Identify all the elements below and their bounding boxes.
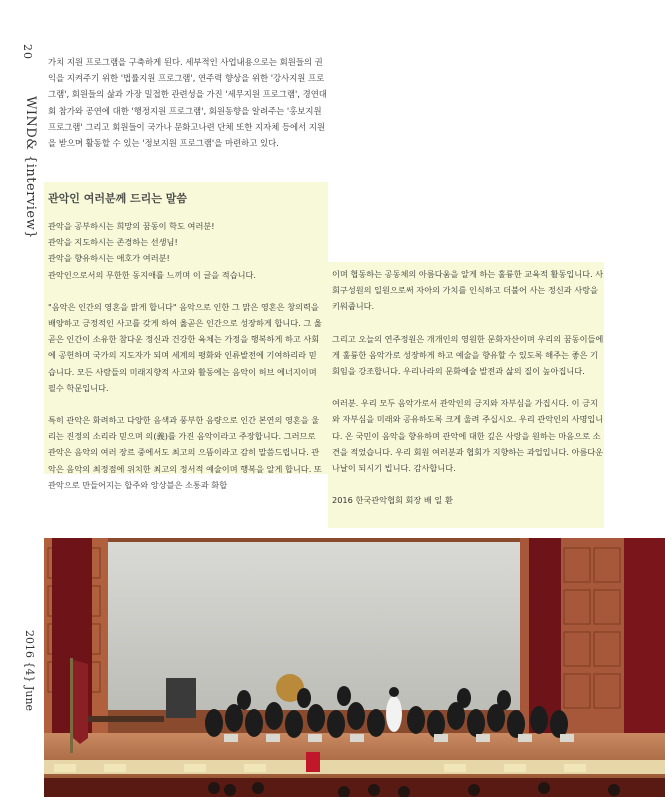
greeting-line: 관악을 공부하시는 희망의 꿈동이 학도 여러분! <box>48 221 215 231</box>
curtain-far-right <box>624 538 665 753</box>
signature: 2016 한국관악협회 회장 배 일 환 <box>332 495 453 506</box>
page-number: 20 <box>21 44 34 60</box>
body-paragraph: 특히 관악은 화려하고 다양한 음색과 풍부한 음량으로 인간 본연의 영혼을 울리는 진정의 소리라 믿으며 의(義)를 가진 음악이라고 주장합니다. 그러므로 관악은 음악의 여러 장르 중에서도 최고의 으뜸이라고 감히 말씀드립니다. 관악은 음악의 최정점에 위치한 최고의 정서적 예술이며 행복을 알게 합니다. 또 관악으로 만들어지는 합주와 앙상블은 소통과 화합 <box>48 415 322 490</box>
audience-seats <box>44 778 665 797</box>
greeting-line: 관악을 지도하시는 존경하는 선생님! <box>48 237 178 248</box>
podium-sign <box>306 752 320 772</box>
concert-hall-photo <box>44 538 665 797</box>
body-paragraph: 여러분. 우리 모두 음악가로서 관악인의 긍지와 자부심을 가집시다. 이 긍지와 자부심을 미래와 공유하도록 크게 울려 주십시오. 우리 관악인의 사명입니다. 온 국민이 음악을 향유하며 관악에 대한 깊은 사랑을 원하는 마음으로 소견을 적었습니다. 우리 회원 여러분과 협회가 지향하는 과업입니다. 아름다운 나날이 되시기 빕니다. 감사합니다. <box>332 398 604 474</box>
running-head: WIND& {interview} <box>23 96 38 240</box>
curtain-right <box>529 538 561 738</box>
intro-paragraph: 가치 지원 프로그램을 구축하게 된다. 세부적인 사업내용으로는 회원들의 권익을 지켜주기 위한 '법률지원 프로그램', 연주력 향상을 위한 '강사지원 프로그램', 회원들의 삶과 가장 밀접한 관련성을 가진 '세무지원 프로그램', 경연대회 참가와 공연에 대한 '행정지원 프로그램', 회원동향을 알려주는 '홍보지원 프로그램' 그리고 회원들이 국가나 문화고나련 단체 또한 지자체 등에서 지원을 받으며 활동할 수 있는 '정보지원 프로그램'을 마련하고 있다. <box>48 57 327 149</box>
message-column-right <box>332 266 604 524</box>
body-paragraph: 그리고 오늘의 연주정원은 개개인의 영원한 문화자산이며 우리의 꿈동이들에게 훌륭한 음악가로 성장하게 하고 예술을 향유할 수 있도록 해주는 좋은 기회임을 강조합니다. 우리나라의 문화예술 발전과 삶의 질이 높아집니다. <box>332 333 604 377</box>
message-heading: 관악인 여러분께 드리는 말씀 <box>48 192 187 205</box>
flag-banner <box>70 658 88 753</box>
message-column-left <box>48 218 322 509</box>
greeting-line: 관악인으로서의 무한한 동지애를 느끼며 이 글을 적습니다. <box>48 269 257 280</box>
body-paragraph: 이며 협동하는 공동체의 아름다움을 알게 하는 훌륭한 교육적 활동입니다. 사회구성원의 일원으로써 자아의 가치를 인식하고 더불어 사는 정신과 사랑을 키워줍니다. <box>332 269 604 312</box>
issue-date: 2016 {4} June <box>23 630 36 712</box>
body-paragraph: "음악은 인간의 영혼을 맑게 합니다" 음악으로 인한 그 맑은 영혼은 창의력을 배양하고 긍정적인 사고를 갖게 하여 옳곧은 인간으로 성장하게 합니다. 그 옳곧은 인간이 소유한 참다운 정신과 건강한 육체는 가정을 행복하게 하고 사회에 공헌하며 국가의 지도자가 되며 세계의 평화와 인류발전에 기여하리라 믿습니다. 모든 사람들의 미래지향적 사고와 활동에는 음악이 허브 에너지이며 필수 학문입니다. <box>48 301 322 393</box>
greeting-line: 관악을 향유하시는 애호가 여러분! <box>48 253 170 264</box>
